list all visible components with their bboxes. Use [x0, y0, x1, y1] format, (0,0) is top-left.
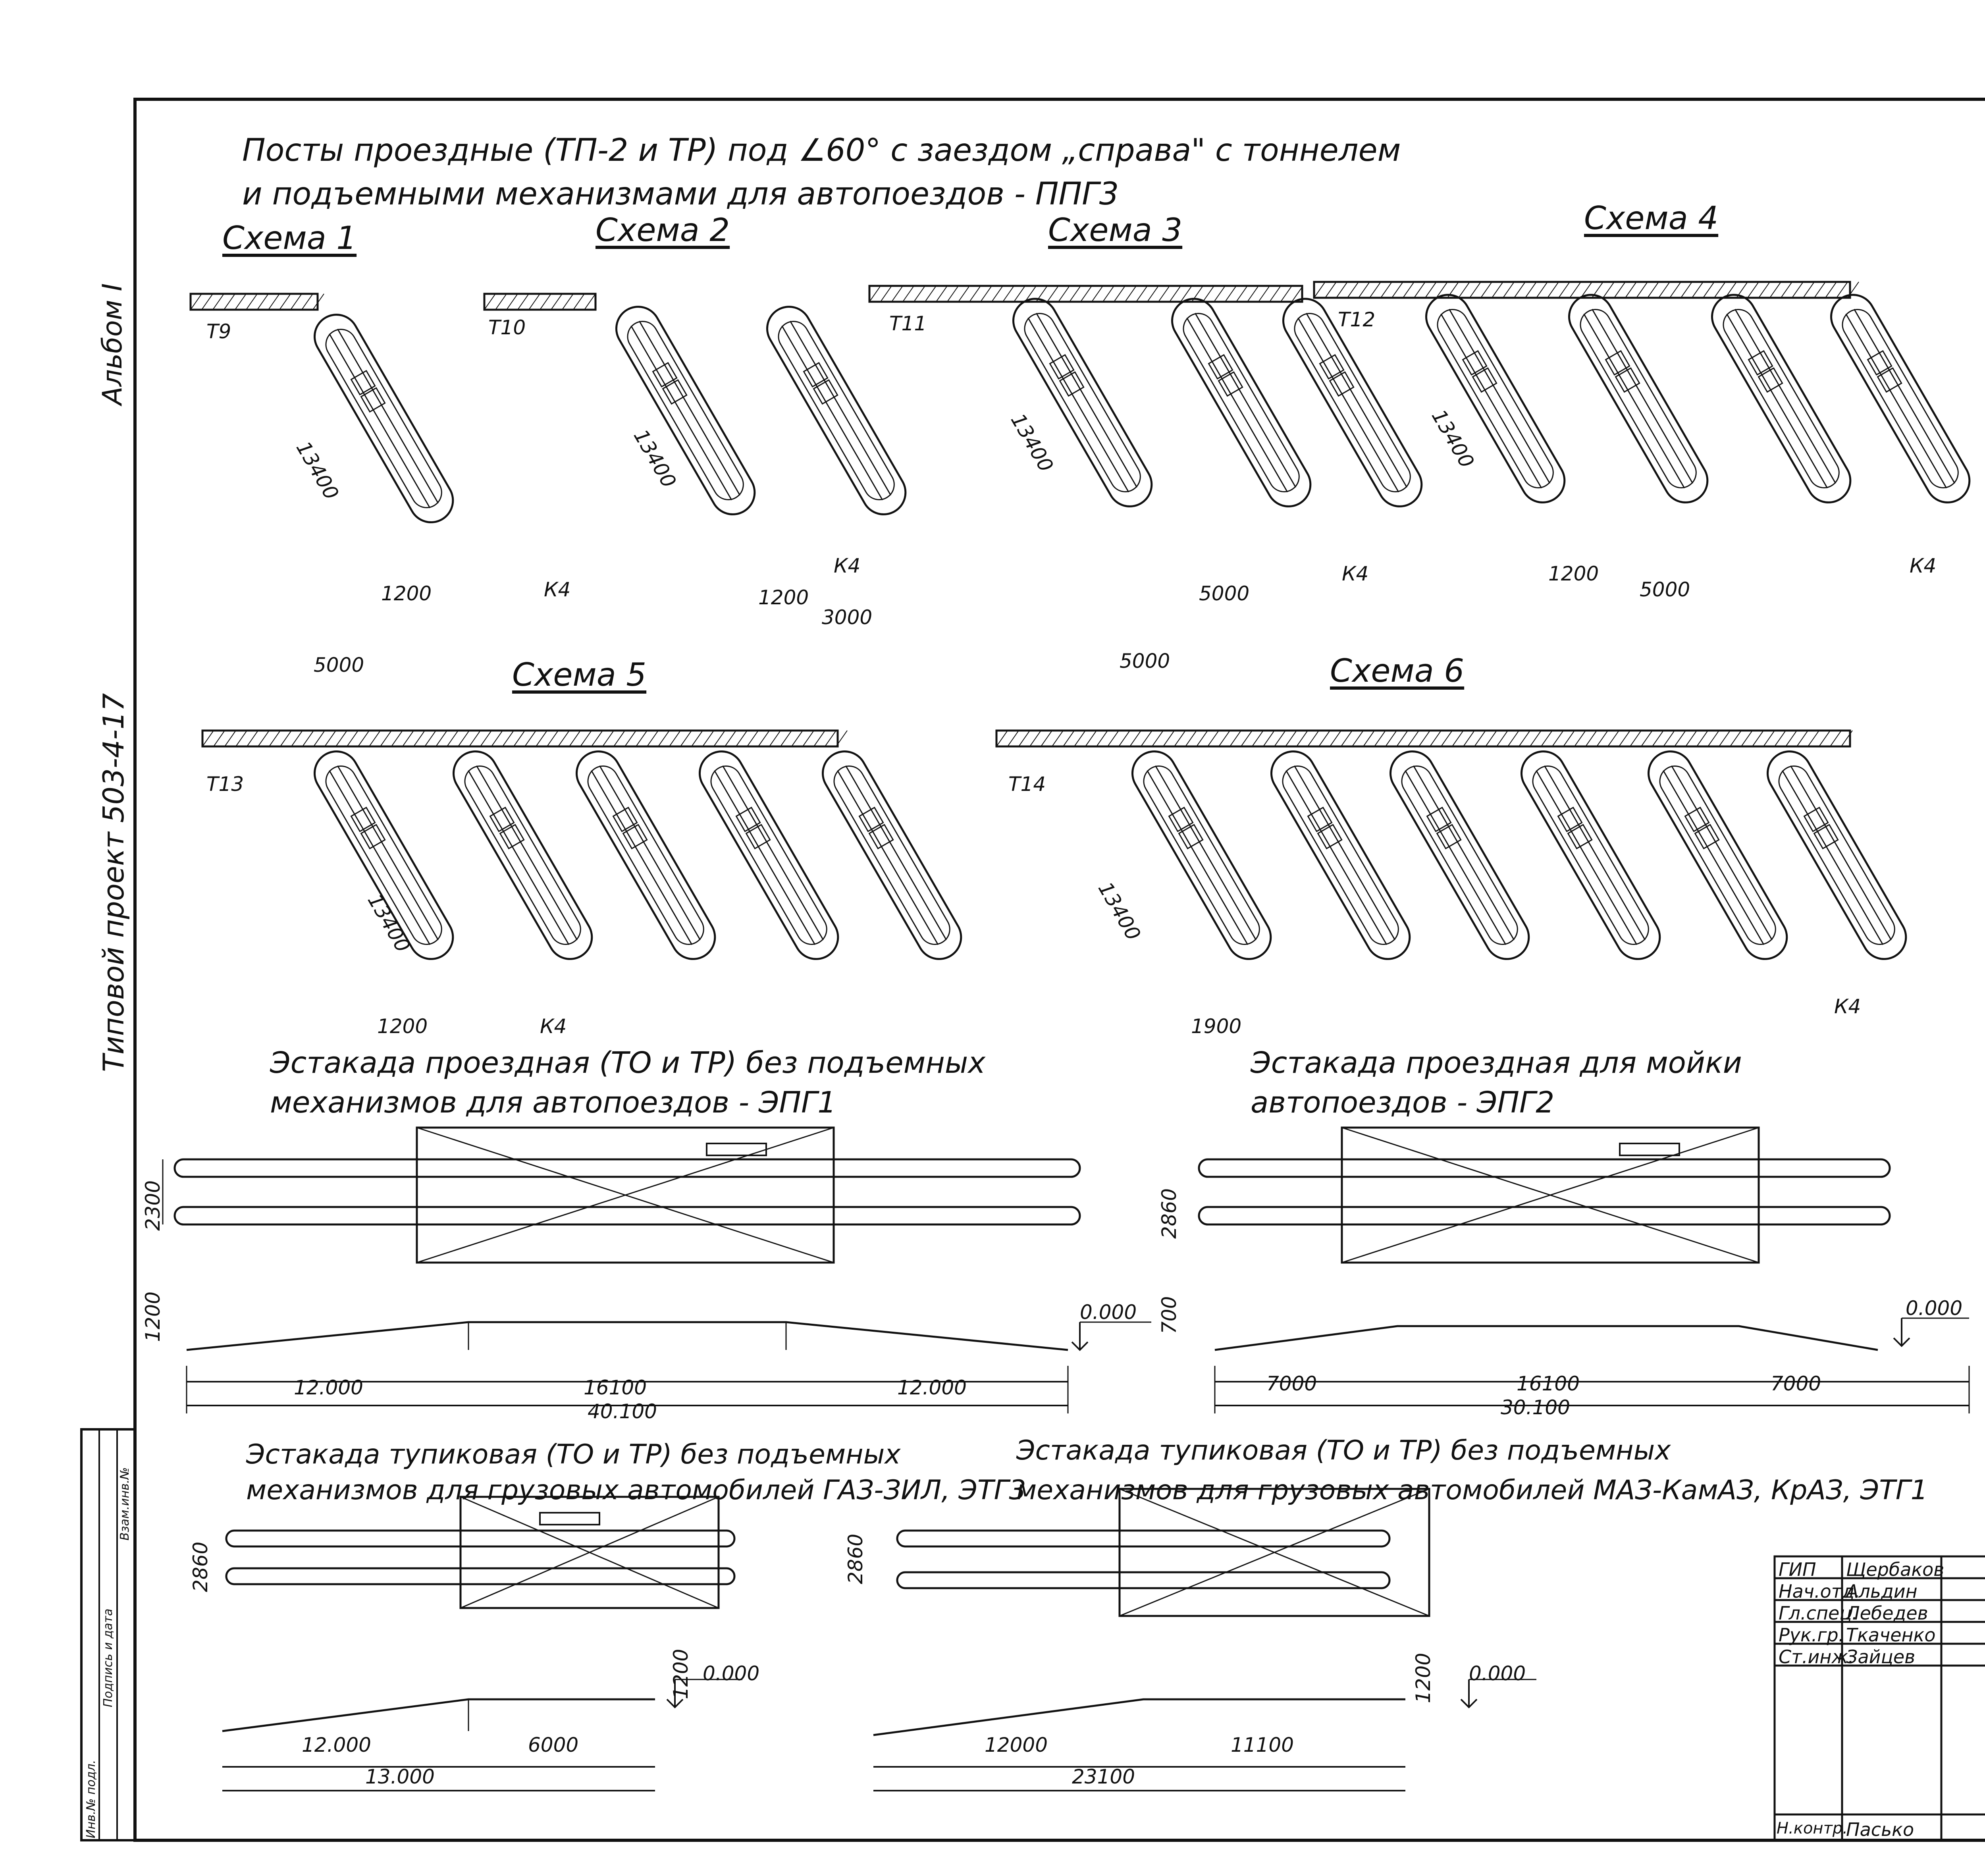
- scheme-1-dim-length: 13400: [291, 437, 343, 504]
- side-project-label: Типовой проект 503-4-17: [97, 693, 130, 1072]
- sig-role-6: Н.контр.: [1777, 1819, 1848, 1837]
- epg1-level: 0.000: [1080, 1301, 1137, 1324]
- schemes-layer: [191, 282, 1977, 967]
- epg2-title-1: Эстакада проездная для мойки: [1251, 1046, 1742, 1080]
- header-title-line2: и подъемными механизмами для автопоездов - ППГ3: [242, 176, 1119, 212]
- side-stamp-3: Взам.инв.№: [118, 1467, 132, 1541]
- scheme-2-post: [608, 299, 763, 523]
- scheme-5-k: К4: [540, 1015, 567, 1038]
- epg1-dim-1: 12.000: [294, 1376, 363, 1399]
- scheme-4-dim-width: 1200: [1548, 562, 1599, 585]
- epg2-dim-3: 7000: [1771, 1372, 1821, 1395]
- side-stamp-1: Инв.№ подл.: [84, 1760, 98, 1838]
- sig-role-3: Гл.спец.: [1779, 1602, 1858, 1624]
- scheme-1-k: К4: [544, 578, 571, 601]
- scheme-2-heading: Схема 2: [596, 212, 730, 249]
- estacade-epg1-plan: [163, 1128, 1080, 1263]
- etg1-title-2: механизмов для грузовых автомобилей МАЗ-КамАЗ, КрАЗ, ЭТГ1: [1016, 1475, 1928, 1506]
- scheme-6-post: [1760, 744, 1914, 967]
- scheme-6-post: [1640, 744, 1795, 967]
- scheme-2-dim-spacing: 3000: [822, 606, 873, 629]
- scheme-3-dim-spacing: 5000: [1199, 582, 1250, 605]
- scheme-3-post: [1005, 291, 1160, 515]
- scheme-6-post: [1513, 744, 1668, 967]
- epg2-level: 0.000: [1906, 1297, 1963, 1320]
- scheme-2-drawing: [484, 294, 913, 523]
- scheme-1-heading: Схема 1: [222, 220, 357, 256]
- etg3-title-1: Эстакада тупиковая (ТО и ТР) без подъемных: [246, 1439, 901, 1470]
- scheme-4-post: [1704, 287, 1858, 511]
- scheme-4-heading: Схема 4: [1584, 200, 1719, 237]
- scheme-3-tag: Т11: [889, 312, 927, 335]
- sig-name-4: Ткаченко: [1846, 1624, 1936, 1646]
- epg1-height: 1200: [141, 1291, 164, 1342]
- scheme-6-post: [1124, 744, 1279, 967]
- scheme-4-k: К4: [1910, 554, 1937, 577]
- scheme-6-tag: Т14: [1008, 773, 1046, 796]
- epg1-title-1: Эстакада проездная (ТО и ТР) без подъемных: [270, 1046, 986, 1080]
- scheme-4-tag: Т12: [1338, 308, 1376, 331]
- etg1-title-1: Эстакада тупиковая (ТО и ТР) без подъемных: [1016, 1435, 1671, 1466]
- epg2-width: 2860: [1158, 1188, 1181, 1239]
- epg1-width: 2300: [141, 1180, 164, 1231]
- scheme-6-post: [1263, 744, 1418, 967]
- sig-role-4: Рук.гр.: [1779, 1624, 1844, 1646]
- sig-name-6: Пасько: [1846, 1819, 1914, 1840]
- sig-name-5: Зайцев: [1846, 1646, 1916, 1668]
- scheme-1-tunnel: [191, 294, 318, 310]
- estacade-etg3-profile: [222, 1679, 742, 1791]
- etg3-level: 0.000: [703, 1662, 760, 1685]
- epg2-total: 30.100: [1501, 1396, 1570, 1419]
- scheme-2-tag: Т10: [488, 316, 526, 339]
- scheme-5-drawing: [202, 731, 969, 967]
- estacade-etg1-plan: [897, 1489, 1429, 1616]
- scheme-3-k: К4: [1342, 562, 1369, 585]
- scheme-6-post: [1382, 744, 1537, 967]
- side-album-label: Альбом I: [97, 283, 128, 405]
- scheme-6-dim-length: 13400: [1093, 878, 1145, 945]
- scheme-5-tag: Т13: [206, 773, 244, 796]
- etg1-level: 0.000: [1469, 1662, 1526, 1685]
- scheme-6-heading: Схема 6: [1330, 652, 1465, 689]
- scheme-6-k: К4: [1834, 995, 1861, 1018]
- side-stamp-2: Подпись и дата: [101, 1608, 115, 1707]
- scheme-4-post: [1823, 287, 1977, 511]
- etg1-dim-2: 11100: [1231, 1733, 1294, 1756]
- etg3-height: 1200: [669, 1648, 692, 1699]
- estacade-etg1-profile: [873, 1679, 1536, 1791]
- scheme-5-dim-length: 13400: [363, 890, 415, 956]
- epg1-dim-3: 12.000: [897, 1376, 967, 1399]
- etg1-total: 23100: [1072, 1765, 1135, 1788]
- header-title-line1: Посты проездные (ТП-2 и ТР) под ∠60° с заездом „справа" с тоннелем: [242, 133, 1401, 168]
- etg1-dim-1: 12000: [985, 1733, 1048, 1756]
- scheme-2-dim-length: 13400: [629, 425, 681, 492]
- etg3-dim-2: 6000: [528, 1733, 579, 1756]
- epg2-height: 700: [1158, 1296, 1181, 1334]
- sig-role-5: Ст.инж.: [1779, 1646, 1854, 1668]
- epg2-dim-1: 7000: [1266, 1372, 1317, 1395]
- scheme-1-dim-width: 1200: [381, 582, 432, 605]
- scheme-4-post: [1418, 287, 1573, 511]
- scheme-3-dim-length: 13400: [1006, 409, 1058, 476]
- scheme-4-drawing: [1314, 282, 1977, 511]
- scheme-6-dim-width: 1900: [1191, 1015, 1242, 1038]
- sig-role-2: Нач.отд.: [1779, 1581, 1860, 1602]
- scheme-5-dim-spacing: 5000: [314, 654, 364, 677]
- etg3-dim-1: 12.000: [302, 1733, 371, 1756]
- estacade-epg2-plan: [1199, 1128, 1890, 1263]
- etg3-title-2: механизмов для грузовых автомобилей ГАЗ-ЗИЛ, ЭТГ3: [246, 1475, 1026, 1506]
- scheme-5-tunnel: [202, 731, 838, 746]
- scheme-4-post: [1561, 287, 1715, 511]
- scheme-4-dim-length: 13400: [1427, 405, 1479, 472]
- epg2-dim-2: 16100: [1517, 1372, 1580, 1395]
- sig-role-1: ГИП: [1779, 1559, 1816, 1580]
- etg1-width: 2860: [844, 1533, 867, 1584]
- scheme-5-dim-width: 1200: [377, 1015, 428, 1038]
- scheme-2-k: К4: [834, 554, 861, 577]
- frame-border: [135, 99, 1985, 1840]
- sig-name-2: Альдин: [1846, 1581, 1918, 1602]
- sig-name-3: Лебедев: [1846, 1602, 1928, 1624]
- epg1-total: 40.100: [588, 1400, 657, 1423]
- scheme-2-dim-width: 1200: [758, 586, 809, 609]
- estacade-epg2-profile: [1215, 1318, 1969, 1413]
- etg3-width: 2860: [189, 1541, 212, 1592]
- estacade-epg1-profile: [187, 1322, 1151, 1413]
- sig-name-1: Щербаков: [1846, 1559, 1945, 1580]
- scheme-6-dim-spacing: 5000: [1120, 650, 1170, 673]
- epg1-dim-2: 16100: [584, 1376, 647, 1399]
- scheme-5-heading: Схема 5: [512, 656, 647, 693]
- scheme-1-tag: Т9: [206, 320, 231, 343]
- etg3-total: 13.000: [365, 1765, 435, 1788]
- estacade-etg3-plan: [226, 1497, 734, 1608]
- epg2-title-2: автопоездов - ЭПГ2: [1251, 1085, 1555, 1120]
- scheme-3-heading: Схема 3: [1048, 212, 1183, 249]
- etg1-height: 1200: [1412, 1652, 1435, 1703]
- scheme-4-dim-spacing: 5000: [1640, 578, 1690, 601]
- epg1-title-2: механизмов для автопоездов - ЭПГ1: [270, 1085, 836, 1120]
